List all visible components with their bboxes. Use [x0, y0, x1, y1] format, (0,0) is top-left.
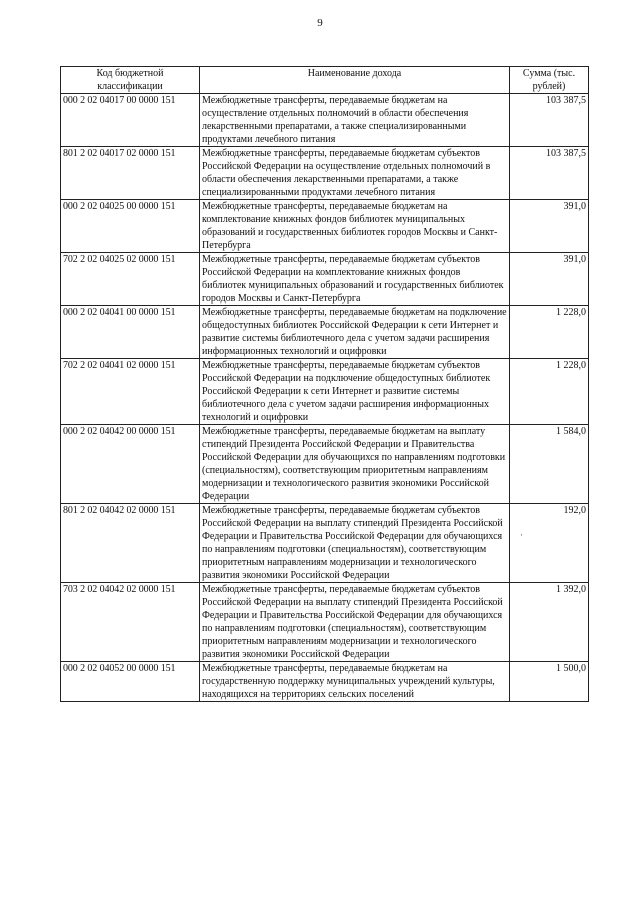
table-row	[61, 306, 589, 359]
cell-sum: 391,0	[510, 253, 589, 306]
cell-name: Межбюджетные трансферты, передаваемые бюджетам на комплектование книжных фондов библиотек муниципальных образований и государственных библиотек городов Москвы и Санкт-Петербурга	[200, 200, 510, 253]
table-row	[61, 583, 589, 662]
cell-code: 000 2 02 04041 00 0000 151	[61, 306, 200, 359]
scan-speck: ·	[520, 530, 523, 540]
cell-name: Межбюджетные трансферты, передаваемые бюджетам субъектов Российской Федерации на подключение общедоступных библиотек Российской Федерации к сети Интернет и развитие системы библиотечного дела с учетом задачи расширения информационных технологий и оцифровки	[200, 359, 510, 425]
table-row	[61, 94, 589, 147]
page-number: 9	[317, 17, 323, 29]
cell-code: 801 2 02 04042 02 0000 151	[61, 504, 200, 583]
cell-name: Межбюджетные трансферты, передаваемые бюджетам субъектов Российской Федерации на комплектование книжных фондов библиотек муниципальных образований и государственных библиотек городов Москвы и Санкт-Петербурга	[200, 253, 510, 306]
cell-name: Межбюджетные трансферты, передаваемые бюджетам на подключение общедоступных библиотек Российской Федерации к сети Интернет и развитие системы библиотечного дела с учетом задачи расширения информационных технологий и оцифровки	[200, 306, 510, 359]
table-row	[61, 662, 589, 702]
cell-sum: 391,0	[510, 200, 589, 253]
cell-sum: 1 392,0	[510, 583, 589, 662]
cell-sum: 103 387,5	[510, 94, 589, 147]
header-code: Код бюджетной классификации	[61, 67, 200, 94]
table-row	[61, 359, 589, 425]
cell-code: 000 2 02 04017 00 0000 151	[61, 94, 200, 147]
cell-code: 801 2 02 04017 02 0000 151	[61, 147, 200, 200]
header-sum: Сумма (тыс. рублей)	[510, 67, 589, 94]
cell-sum: 103 387,5	[510, 147, 589, 200]
cell-code: 000 2 02 04025 00 0000 151	[61, 200, 200, 253]
table-row	[61, 200, 589, 253]
cell-name: Межбюджетные трансферты, передаваемые бюджетам на выплату стипендий Президента Российской Федерации и Правительства Российской Федерации для обучающихся по направлениям подготовки (специальностям), соответствующим приоритетным направлениям модернизации и технологического развития экономики Российской Федерации	[200, 425, 510, 504]
cell-name: Межбюджетные трансферты, передаваемые бюджетам субъектов Российской Федерации на выплату стипендий Президента Российской Федерации и Правительства Российской Федерации для обучающихся по направлениям подготовки (специальностям), соответствующим приоритетным направлениям модернизации и технологического развития экономики Российской Федерации	[200, 504, 510, 583]
cell-code: 702 2 02 04041 02 0000 151	[61, 359, 200, 425]
cell-sum: 1 500,0	[510, 662, 589, 702]
cell-name: Межбюджетные трансферты, передаваемые бюджетам на государственную поддержку муниципальных учреждений культуры, находящихся на территориях сельских поселений	[200, 662, 510, 702]
cell-name: Межбюджетные трансферты, передаваемые бюджетам на осуществление отдельных полномочий в области обеспечения лекарственными препаратами, а также специализированными продуктами лечебного питания	[200, 94, 510, 147]
table-row	[61, 425, 589, 504]
table-row	[61, 147, 589, 200]
cell-name: Межбюджетные трансферты, передаваемые бюджетам субъектов Российской Федерации на выплату стипендий Президента Российской Федерации и Правительства Российской Федерации для обучающихся по направлениям подготовки (специальностям), соответствующим приоритетным направлениям модернизации и технологического развития экономики Российской Федерации	[200, 583, 510, 662]
header-name: Наименование дохода	[200, 67, 510, 94]
cell-name: Межбюджетные трансферты, передаваемые бюджетам субъектов Российской Федерации на осуществление отдельных полномочий в области обеспечения лекарственными препаратами, а также специализированными продуктами лечебного питания	[200, 147, 510, 200]
cell-sum: 1 584,0	[510, 425, 589, 504]
revenue-table	[60, 66, 589, 702]
table-header-row	[61, 67, 589, 94]
cell-sum: 1 228,0	[510, 359, 589, 425]
cell-code: 702 2 02 04025 02 0000 151	[61, 253, 200, 306]
table-row	[61, 504, 589, 583]
cell-sum: 192,0	[510, 504, 589, 583]
cell-code: 000 2 02 04042 00 0000 151	[61, 425, 200, 504]
table-row	[61, 253, 589, 306]
cell-code: 000 2 02 04052 00 0000 151	[61, 662, 200, 702]
cell-code: 703 2 02 04042 02 0000 151	[61, 583, 200, 662]
cell-sum: 1 228,0	[510, 306, 589, 359]
